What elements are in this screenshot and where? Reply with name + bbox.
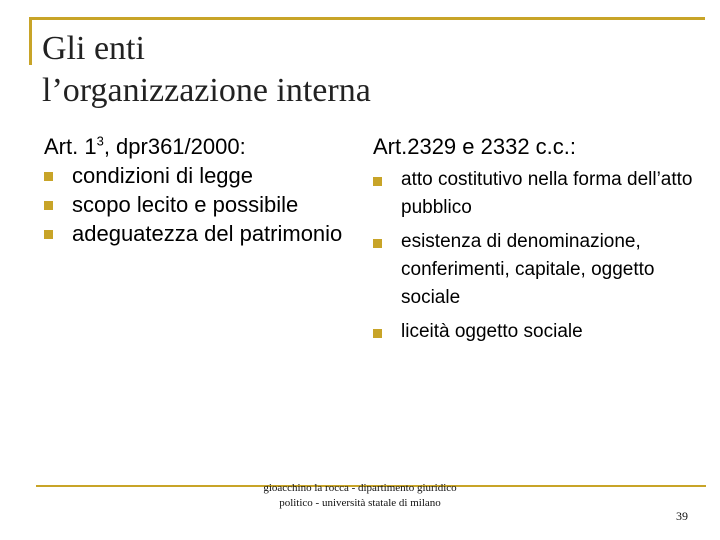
page-number: 39 bbox=[676, 509, 688, 523]
square-bullet-icon bbox=[373, 239, 382, 248]
left-heading-superscript: 3 bbox=[96, 133, 104, 149]
list-item-text: esistenza di denominazione, conferimenti, capitale, oggetto sociale bbox=[401, 231, 655, 308]
list-item bbox=[373, 166, 693, 222]
left-bullet-list bbox=[44, 161, 349, 248]
left-column bbox=[44, 133, 349, 248]
list-item-text: scopo lecito e possibile bbox=[72, 192, 299, 217]
square-bullet-icon bbox=[373, 329, 382, 338]
list-item-text: adeguatezza del patrimonio bbox=[72, 221, 343, 246]
square-bullet-icon bbox=[373, 177, 382, 186]
right-column bbox=[373, 133, 693, 352]
list-item bbox=[44, 219, 349, 248]
square-bullet-icon bbox=[44, 230, 53, 239]
frame-top-line bbox=[29, 17, 705, 20]
footer-text: gioacchino la rocca - dipartimento giuridico politico - università statale di milano bbox=[263, 482, 457, 509]
right-heading: Art.2329 e 2332 c.c.: bbox=[373, 134, 577, 159]
frame-left-line bbox=[29, 17, 32, 65]
slide-title-line-2: l’organizzazione interna bbox=[42, 72, 371, 109]
left-heading-pre: Art. 1 bbox=[44, 134, 97, 159]
right-bullet-list bbox=[373, 166, 693, 346]
list-item bbox=[373, 228, 693, 312]
list-item-text: liceità oggetto sociale bbox=[401, 321, 583, 342]
left-heading bbox=[44, 133, 349, 161]
slide-title bbox=[42, 28, 371, 112]
left-heading-post: , dpr361/2000: bbox=[103, 134, 246, 159]
list-item-text: atto costitutivo nella forma dell’atto pubblico bbox=[401, 169, 693, 218]
list-item bbox=[373, 318, 693, 346]
list-item-text: condizioni di legge bbox=[72, 163, 254, 188]
square-bullet-icon bbox=[44, 172, 53, 181]
slide-title-line-1: Gli enti bbox=[42, 30, 145, 67]
list-item bbox=[44, 190, 349, 219]
list-item bbox=[44, 161, 349, 190]
square-bullet-icon bbox=[44, 201, 53, 210]
